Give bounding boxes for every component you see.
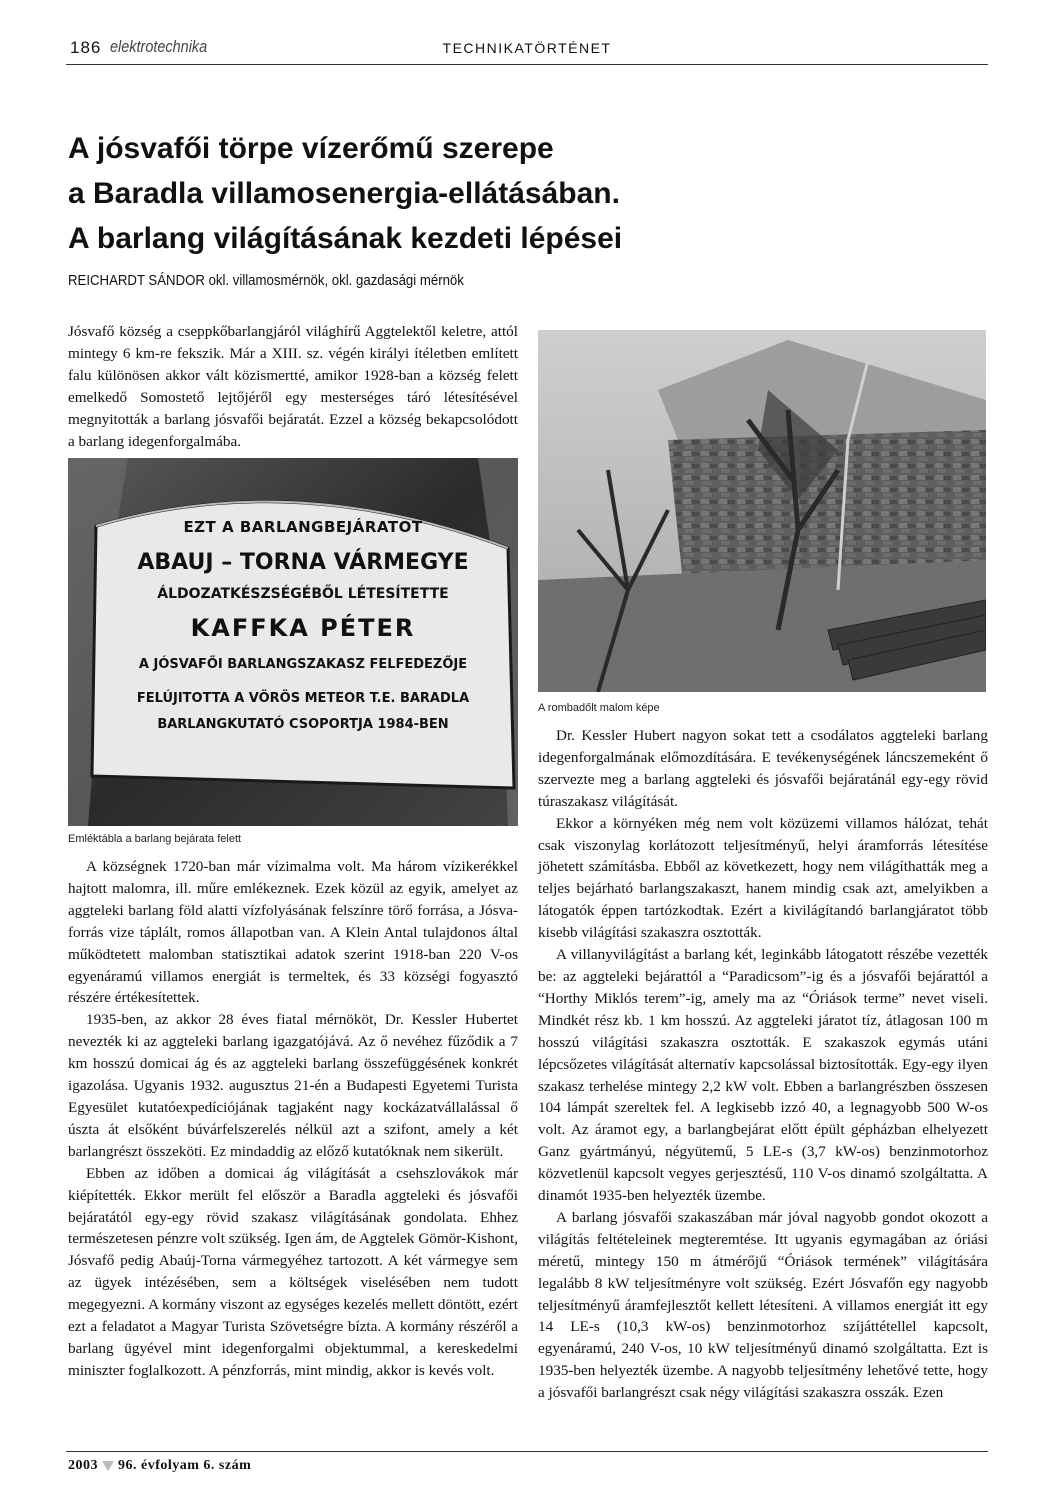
mill-caption: A rombadőlt malom képe bbox=[538, 702, 660, 714]
running-header bbox=[66, 38, 988, 65]
paragraph: Jósvafő község a cseppkőbarlangjáról világhírű Aggtelektől keletre, attól mintegy 6 km-re fekszik. Már a XIII. sz. végén királyi ítéletben említett falu különösen akkor vált közismertté, amikor 1928-ban a község felett emelkedő Somostető lejtőjéről egy mesterséges táró létesítésével megnyitották a barlang jósvafői bejáratát. Ezzel a község bekapcsolódott a barlang idegenforgalmába. bbox=[68, 323, 518, 450]
right-body-text bbox=[538, 725, 988, 1404]
article-title bbox=[68, 126, 968, 261]
paragraph: A községnek 1720-ban már vízimalma volt. Ma három vízikerékkel hajtott malomra, ill. műre emlékeznek. Ezek közül az egyik, amelyet az aggteleki barlang föld alatti vízfolyásának felszínre törő forrása, a Jósva-forrás vize táplált, romos állapotban van. A Klein Antal tulajdonos által működtetett malomban statisztikai adatok szerint 1918-ban 220 V-os egyenáramú villamos energiát is termeltek, és 33 községi fogyasztó részére értékesítettek. bbox=[68, 858, 518, 1007]
plaque-caption: Emléktábla a barlang bejárata felett bbox=[68, 833, 242, 845]
section-label: TECHNIKATÖRTÉNET bbox=[442, 40, 612, 56]
paragraph: A barlang jósvafői szakaszában már jóval nagyobb gondot okozott a világítás feltételeinek megteremtése. Itt ugyanis egymagában az óriási méretű, mintegy 150 m átmérőjű “Óriások termének” világítására legalább 8 kW teljesítményre volt szükség. Ezért Jósvafőn egy nagyobb teljesítményű áramfejlesztőt kellett létesíteni. A villamos energiát itt egy 14 LE-s (10,3 kW-os) benzinmotorhoz szíjáttétellel kapcsolt, egyenáramú, 240 V-os, 10 kW teljesítményű dinamó szolgáltatta. Ezt is 1935-ben helyezték üzembe. A nagyobb teljesítmény lehetővé tette, hogy a jósvafői barlangrészt csak négy világítási szakaszra osszák. Ezen bbox=[538, 1208, 988, 1402]
left-body-text bbox=[68, 856, 518, 1382]
author-line: REICHARDT SÁNDOR okl. villamosmérnök, okl. gazdasági mérnök bbox=[68, 272, 464, 289]
footer-issue: 96. évfolyam 6. szám bbox=[118, 1458, 252, 1473]
paragraph: A villanyvilágítást a barlang két, leginkább látogatott részébe vezették be: az aggteleki bejárattól a “Paradicsom”-ig és a jósvafői bejárattól a “Horthy Miklós terem”-ig, amely ma az “Óriások terme” nevet viseli. Mindkét rész kb. 1 km hosszú. Az aggteleki járatot tíz, átlagosan 100 m hosszú világítási szakaszra osztották. E szakaszok egymás utáni lépcsőzetes világítását alternatív kapcsolással biztosították. Egy-egy ilyen szakasz terhelése mintegy 2,2 kW volt. Ebben a barlangrészben összesen 104 lámpát szereltek fel. A legkisebb izzó 40, a legnagyobb 500 W-os volt. Az áramot egy, a barlangbejárat előtt épült gépházban elhelyezett Ganz gyártmányú, négyütemű, 5 LE-s (3,7 kW-os) benzinmotorhoz közvetlenül kapcsolt vegyes gerjesztésű, 110 V-os dinamó szolgáltatta. A dinamót 1935-ben helyezték üzembe. bbox=[538, 946, 988, 1205]
paragraph: Ebben az időben a domicai ág világítását a csehszlovákok már kiépítették. Ekkor merült fel először a Baradla aggteleki és jósvafői bejáratától egy-egy rövid szakasz világításának gondolata. Ehhez természetesen pénzre volt szükség. Igen ám, de Aggtelek Gömör-Kishont, Jósvafő pedig Abaúj-Torna vármegyéhez tartozott. A két vármegye sem az ügyek intézésében, sem a költségek viselésében nem tudott megegyezni. A kormány viszont az egységes kezelés mellett döntött, ezért ezt a feladatot a Magyar Turista Szövetségre bízta. A kormány részéről a barlang ügyével mint idegenforgalmi objektummal, a kereskedelmi miniszter foglalkozott. A pénzforrás, mint mindig, akkor is kevés volt. bbox=[68, 1164, 518, 1379]
plaque-line: FELÚJITOTTA A VÖRÖS METEOR T.E. BARADLA bbox=[136, 691, 470, 706]
mill-illustration bbox=[538, 330, 986, 692]
paragraph: Dr. Kessler Hubert nagyon sokat tett a csodálatos aggteleki barlang idegenforgalmának előmozdítására. E tevékenységének láncszemeként ő szervezte meg a barlang aggteleki és jósvafői bejáratánál egy-egy rövid túraszakasz világítását. bbox=[538, 727, 988, 810]
intro-text bbox=[68, 321, 518, 452]
paragraph: Ekkor a környéken még nem volt közüzemi villamos hálózat, tehát csak viszonylag korlátozott teljesítményű, helyi áramforrás létesítése jöhetett számításba. Ebből az következett, hogy nem világíthatták meg a teljes bejárható barlangszakaszt, hanem mindig csak azt, amelyikben a látogatók éppen tartózkodtak. Ezért a kivilágítandó barlangjáratot több kisebb világítási szakaszra osztották. bbox=[538, 814, 988, 942]
triangle-icon bbox=[102, 1461, 114, 1471]
title-line: A jósvafői törpe vízerőmű szerepe bbox=[68, 132, 554, 165]
footer-text bbox=[68, 1458, 251, 1474]
mill-photo bbox=[538, 330, 986, 692]
footer-year: 2003 bbox=[68, 1458, 98, 1473]
paragraph: 1935-ben, az akkor 28 éves fiatal mérnököt, Dr. Kessler Hubertet nevezték ki az aggteleki barlang igazgatójává. Az ő nevéhez fűződik a 7 km hosszú domicai ág és az aggteleki barlang összefüggésének konkrét igazolása. Ugyanis 1932. augusztus 21-én a Budapesti Egyetemi Turista Egyesület kutatóexpedíciójának tagjaként nagy kockázatvállalással ő úszta át elsőként búvárfelszerelés nélkül azt a szifont, amely a két barlangrészt összeköti. Ez mindaddig az előző kutatóknak nem sikerült. bbox=[68, 1011, 518, 1160]
plaque-line: KAFFKA PÉTER bbox=[190, 614, 416, 642]
title-line: a Baradla villamosenergia-ellátásában. bbox=[68, 177, 620, 210]
plaque-line: A JÓSVAFŐI BARLANGSZAKASZ FELFEDEZŐJE bbox=[138, 657, 468, 672]
plaque-line: ÁLDOZATKÉSZSÉGÉBŐL LÉTESÍTETTE bbox=[157, 586, 449, 602]
plaque-line: EZT A BARLANGBEJÁRATOT bbox=[183, 518, 423, 536]
plaque-inscription bbox=[98, 516, 508, 738]
page-footer bbox=[66, 1451, 988, 1473]
plaque-photo bbox=[68, 458, 518, 826]
plaque-line: ABAUJ – TORNA VÁRMEGYE bbox=[137, 550, 469, 575]
page-number: 186 bbox=[70, 38, 102, 57]
plaque-line: BARLANGKUTATÓ CSOPORTJA 1984-BEN bbox=[157, 717, 449, 732]
journal-name: elektrotechnika bbox=[110, 37, 208, 56]
title-line: A barlang világításának kezdeti lépései bbox=[68, 222, 623, 255]
